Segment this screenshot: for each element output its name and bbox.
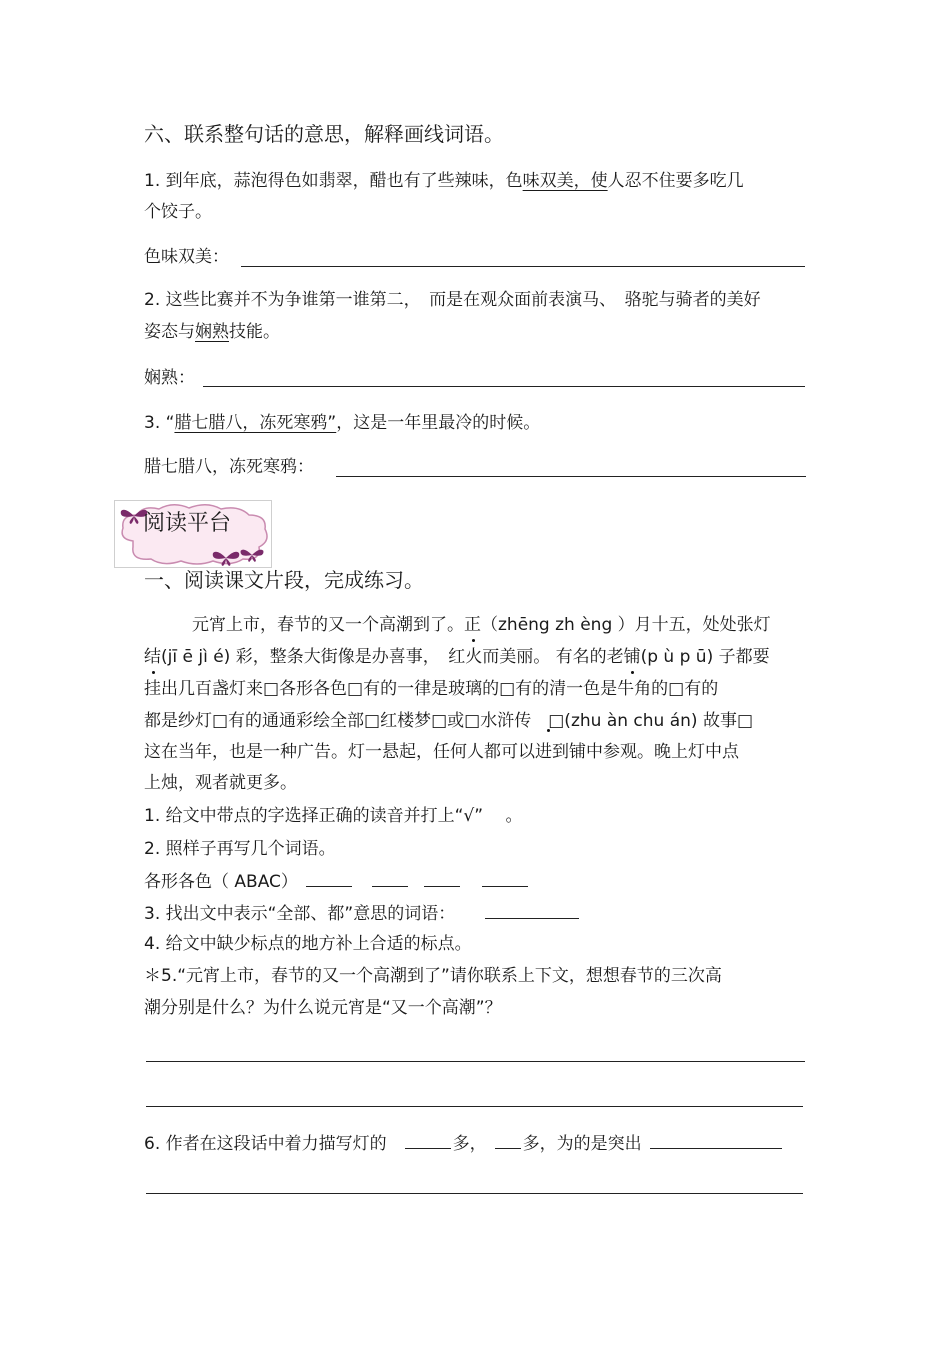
section-six-heading: 六、联系整句话的意思，解释画线词语。	[144, 122, 504, 146]
answer-line-q6[interactable]	[146, 1193, 803, 1194]
butterfly-icon	[239, 547, 265, 563]
answer-label-2: 娴熟：	[144, 368, 195, 388]
question-1-text: 1. 到年底，蒜泡得色如翡翠，醋也有了些辣味，色味双美，使人忍不住要多吃几	[144, 171, 744, 191]
word-pattern-row: 各形各色（ ABAC）	[144, 870, 536, 893]
answer-line-1[interactable]	[241, 266, 805, 267]
passage-line-4: 都是纱灯□有的通通彩绘全部□红楼梦□或□水浒传 □(zhu àn chu án) 故事□	[144, 711, 754, 731]
badge-title: 阅读平台	[143, 511, 232, 536]
question-2-text: 2. 这些比赛并不为争谁第一谁第二， 而是在观众面前表演马、 骆驼与骑者的美好	[144, 290, 761, 310]
underlined-phrase: 味双美，使	[522, 171, 608, 191]
answer-blank[interactable]	[650, 1132, 782, 1149]
reading-question-2: 2. 照样子再写几个词语。	[144, 839, 336, 859]
dotted-character: 结	[144, 647, 161, 667]
answer-line-3[interactable]	[336, 476, 806, 477]
word-blank[interactable]	[306, 870, 352, 887]
answer-blank[interactable]	[405, 1132, 451, 1149]
reading-question-5: ＊5.“元宵上市，春节的又一个高潮到了”请你联系上下文，想想春节的三次高	[144, 966, 722, 986]
butterfly-icon	[211, 549, 241, 567]
answer-label-1: 色味双美：	[144, 247, 229, 267]
reading-heading: 一、阅读课文片段，完成练习。	[144, 568, 424, 592]
reading-platform-badge	[114, 500, 272, 568]
dotted-character: 铺	[623, 647, 641, 667]
answer-blank[interactable]	[485, 902, 579, 919]
reading-question-6: 6. 作者在这段话中着力描写灯的 多， 多，为的是突出	[144, 1132, 790, 1155]
word-blank[interactable]	[372, 870, 408, 887]
answer-line-q5-1[interactable]	[146, 1061, 805, 1062]
question-3-text: 3. “腊七腊八，冻死寒鸦”，这是一年里最冷的时候。	[144, 413, 541, 433]
question-1-text-cont: 个饺子。	[144, 202, 212, 222]
answer-line-2[interactable]	[203, 386, 805, 387]
reading-question-5-cont: 潮分别是什么？为什么说元宵是“又一个高潮”？	[144, 998, 502, 1018]
question-2-text-cont: 姿态与娴熟技能。	[144, 322, 280, 342]
passage-line-2: 结(jī ē jì é) 彩，整条大街像是办喜事， 红火而美丽。 有名的老铺(p ù p ū) 子都要	[144, 647, 770, 667]
dotted-character: 正	[464, 615, 481, 635]
underlined-word: 娴熟	[195, 322, 229, 342]
passage-line-1: 元宵上市，春节的又一个高潮到了。正（zhēng zh èng ）月十五，处处张灯	[192, 615, 771, 635]
underlined-idiom: 腊七腊八，冻死寒鸦”	[174, 413, 337, 433]
reading-question-4: 4. 给文中缺少标点的地方补上合适的标点。	[144, 934, 472, 954]
word-blank[interactable]	[424, 870, 460, 887]
passage-line-3: 挂出几百盏灯来□各形各色□有的一律是玻璃的□有的清一色是牛角的□有的	[144, 679, 719, 699]
word-blank[interactable]	[482, 870, 528, 887]
reading-question-3: 3. 找出文中表示“全部、都”意思的词语：	[144, 902, 587, 925]
answer-line-q5-2[interactable]	[146, 1106, 803, 1107]
passage-line-5: 这在当年，也是一种广告。灯一悬起，任何人都可以进到铺中参观。晚上灯中点	[144, 742, 739, 762]
reading-question-1: 1. 给文中带点的字选择正确的读音并打上“√” 。	[144, 806, 523, 826]
passage-line-6: 上烛，观者就更多。	[144, 773, 297, 793]
answer-blank[interactable]	[495, 1132, 521, 1149]
answer-label-3: 腊七腊八，冻死寒鸦：	[144, 457, 314, 477]
